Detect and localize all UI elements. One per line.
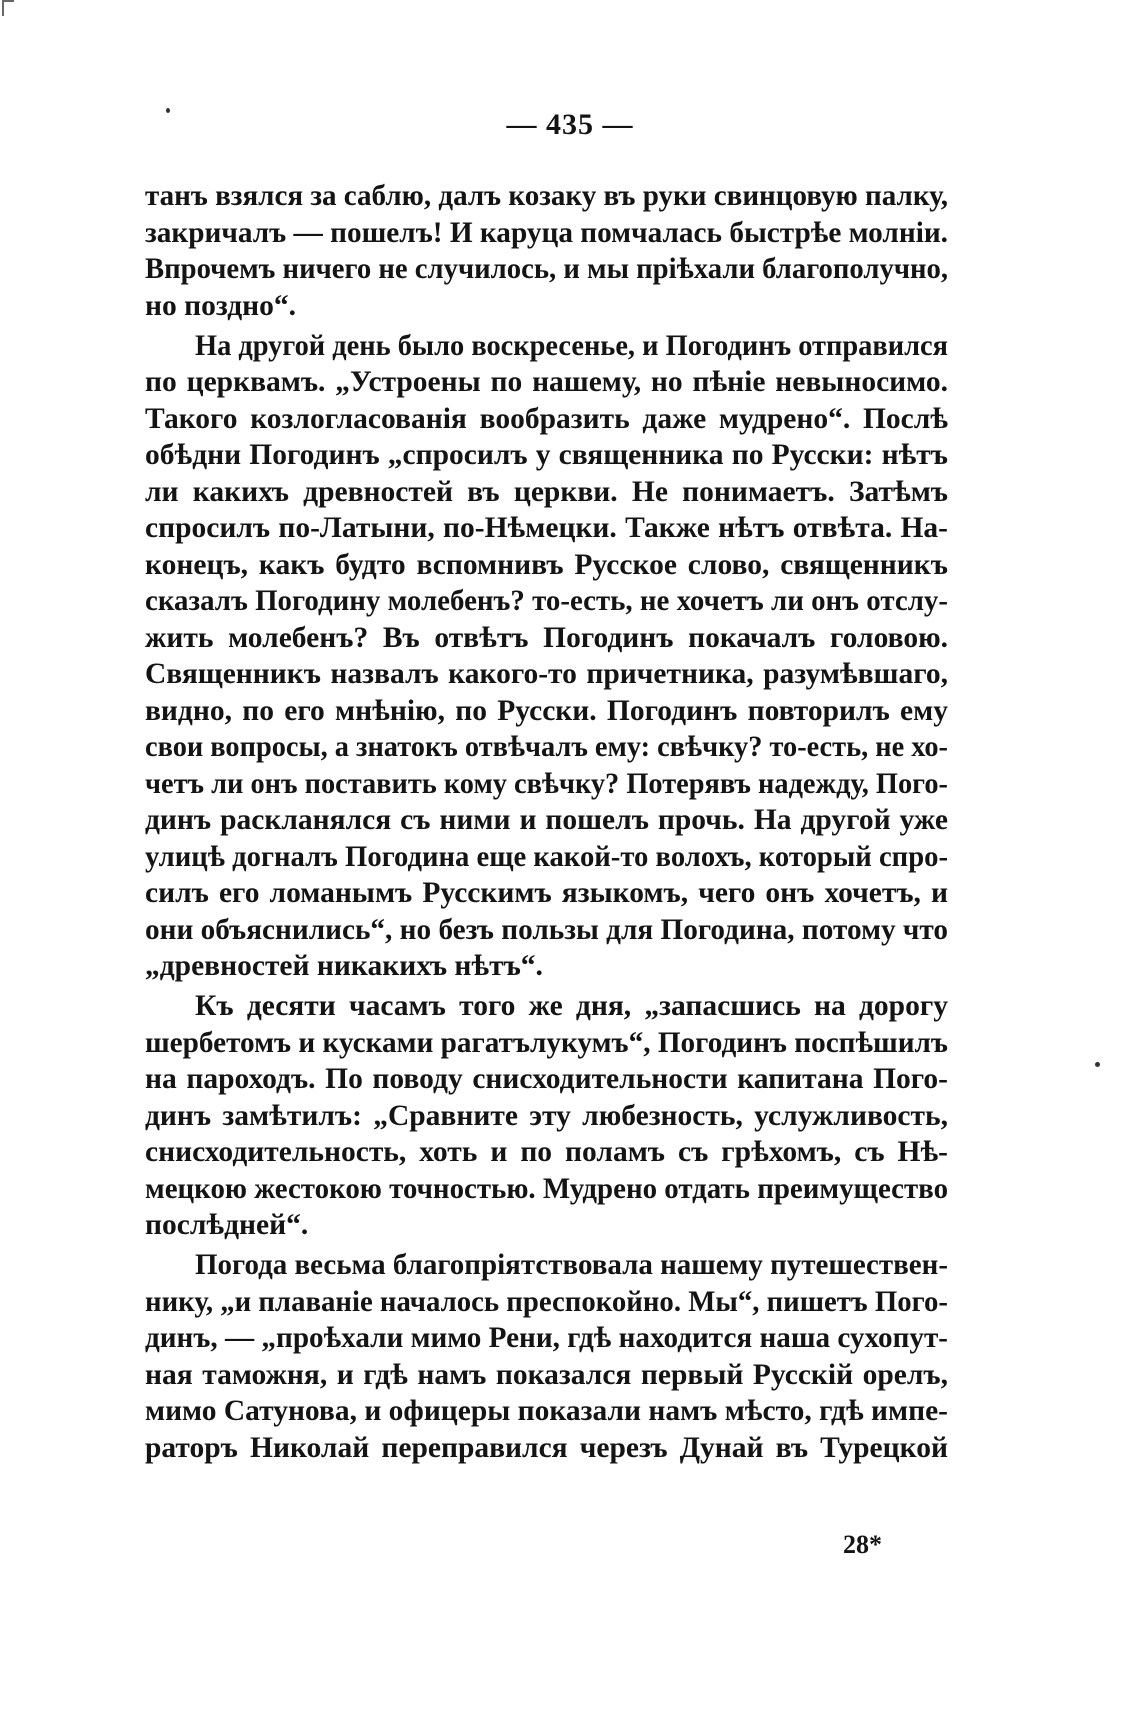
text-line: мецкою жестокою точностью. Мудрено отдать преимущество — [145, 1172, 948, 1205]
text-line: шербетомъ и кусками рагатълукумъ“, Погодинъ поспѣшилъ — [145, 1026, 948, 1059]
paragraph — [145, 988, 948, 1244]
text-line: обѣдни Погодинъ „спросилъ у священника по Русски: нѣтъ — [145, 439, 948, 471]
text-line: динъ, — „проѣхали мимо Рени, гдѣ находится наша сухопут- — [145, 1322, 948, 1354]
text-line: танъ взялся за саблю, далъ козаку въ руки свинцовую палку, — [145, 180, 948, 212]
text-line: Къ десяти часамъ того же дня, „запасшись на дорогу — [195, 990, 948, 1022]
text-line: сказалъ Погодину молебенъ? то-есть, не хочетъ ли онъ отслу- — [145, 585, 948, 617]
text-line: На другой день было воскресенье, и Погодинъ отправился — [195, 329, 948, 362]
paragraph — [145, 328, 948, 985]
text-line: улицѣ догналъ Погодина еще какой-то волохъ, который спро- — [145, 840, 948, 873]
text-line: ли какихъ древностей въ церкви. Не понимаетъ. Затѣмъ — [145, 475, 948, 508]
body-text — [145, 178, 948, 1466]
text-line: Такого козлогласованія вообразить даже мудрено“. Послѣ — [145, 402, 948, 435]
text-line: Впрочемъ ничего не случилось, и мы пріѣхали благополучно, — [145, 253, 948, 285]
text-line: Священникъ назвалъ какого-то причетника, разумѣвшаго, — [145, 658, 948, 690]
printer-signature-mark: 28* — [843, 1530, 882, 1559]
paragraph — [145, 178, 948, 324]
text-line: мимо Сатунова, и офицеры показали намъ мѣсто, гдѣ импе- — [145, 1395, 948, 1427]
text-line: жить молебенъ? Въ отвѣтъ Погодинъ покачалъ головою. — [145, 621, 948, 654]
text-line: спросилъ по-Латыни, по-Нѣмецки. Также нѣтъ отвѣта. На- — [145, 512, 948, 544]
text-line: послѣдней“. — [145, 1209, 309, 1241]
text-line: ная таможня, и гдѣ намъ показался первый Русскій орелъ, — [145, 1358, 948, 1391]
text-line: Погода весьма благопріятствовала нашему путешествен- — [195, 1249, 948, 1281]
text-line: закричалъ — пошелъ! И каруца помчалась быстрѣе молніи. — [145, 216, 948, 249]
text-line: на пароходъ. По поводу снисходительности капитана Пого- — [145, 1063, 948, 1095]
scan-speck — [1095, 1062, 1100, 1067]
page-number: — 435 — — [506, 108, 634, 141]
text-line: свои вопросы, а знатокъ отвѣчалъ ему: свѣчку? то-есть, не хо- — [145, 731, 948, 763]
text-line: нику, „и плаваніе началось преспокойно. Мы“, пишетъ Пого- — [145, 1285, 948, 1318]
text-line: четъ ли онъ поставить кому свѣчку? Потерявъ надежду, Пого- — [145, 767, 948, 800]
text-line: силъ его ломанымъ Русскимъ языкомъ, чего онъ хочетъ, и — [145, 877, 948, 909]
text-line: „древностей никакихъ нѣтъ“. — [145, 950, 543, 982]
text-line: динъ раскланялся съ ними и пошелъ прочь. На другой уже — [145, 804, 948, 836]
text-line: по церквамъ. „Устроены по нашему, но пѣніе невыносимо. — [145, 366, 948, 398]
scan-corner-mark — [2, 0, 14, 16]
text-line: они объяснились“, но безъ пользы для Погодина, потому что — [145, 913, 948, 946]
text-line: но поздно“. — [145, 289, 296, 322]
text-line: раторъ Николай переправился черезъ Дунай въ Турецкой — [145, 1431, 948, 1464]
paragraph — [145, 1247, 948, 1466]
text-line: видно, по его мнѣнію, по Русски. Погодинъ повторилъ ему — [145, 694, 948, 727]
text-line: снисходительность, хоть и по поламъ съ грѣхомъ, съ Нѣ- — [145, 1136, 948, 1168]
text-line: динъ замѣтилъ: „Сравните эту любезность, услужливость, — [145, 1099, 948, 1132]
text-line: конецъ, какъ будто вспомнивъ Русское слово, священникъ — [145, 548, 948, 581]
